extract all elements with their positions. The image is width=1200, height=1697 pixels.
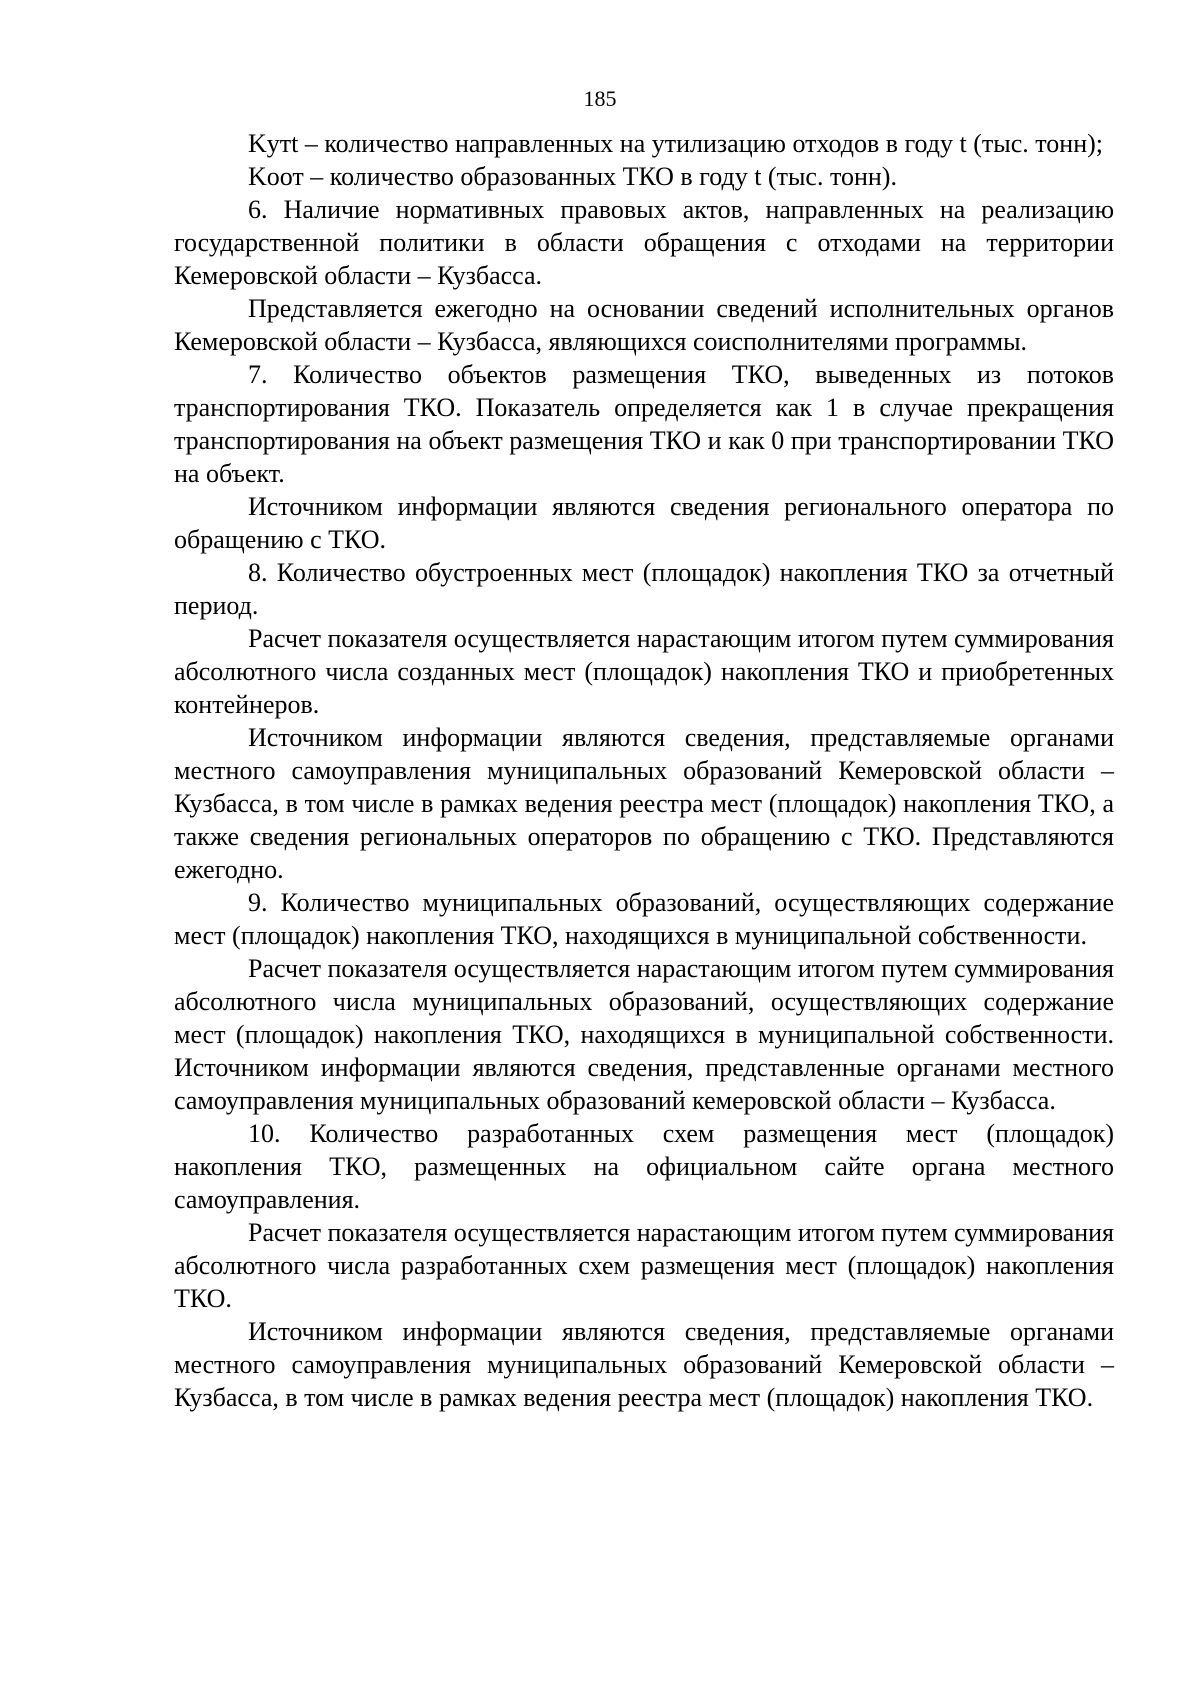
document-body <box>174 127 1114 1414</box>
paragraph: Расчет показателя осуществляется нарастающим итогом путем суммирования абсолютного числа разработанных схем размещения мест (площадок) накопления ТКО. <box>174 1218 1114 1313</box>
paragraph: Источником информации являются сведения, представляемые органами местного самоуправления муниципальных образований Кемеровской области – Кузбасса, в том числе в рамках ведения реестра мест (площадок) накопления ТКО, а также сведения региональных операторов по обращению с ТКО. Представляются ежегодно. <box>174 723 1114 884</box>
paragraph: Расчет показателя осуществляется нарастающим итогом путем суммирования абсолютного числа созданных мест (площадок) накопления ТКО и приобретенных контейнеров. <box>174 624 1114 719</box>
paragraph: Представляется ежегодно на основании сведений исполнительных органов Кемеровской области – Кузбасса, являющихся соисполнителями программы. <box>174 294 1114 356</box>
paragraph: 10. Количество разработанных схем размещения мест (площадок) накопления ТКО, размещенных на официальном сайте органа местного самоуправления. <box>174 1119 1114 1214</box>
paragraph: 9. Количество муниципальных образований, осуществляющих содержание мест (площадок) накопления ТКО, находящихся в муниципальной собственности. <box>174 888 1114 950</box>
paragraph: Kоот – количество образованных ТКО в году t (тыс. тонн). <box>248 162 897 191</box>
paragraph: Источником информации являются сведения, представляемые органами местного самоуправления муниципальных образований Кемеровской области – Кузбасса, в том числе в рамках ведения реестра мест (площадок) накопления ТКО. <box>174 1317 1114 1412</box>
paragraph: 8. Количество обустроенных мест (площадок) накопления ТКО за отчетный период. <box>174 558 1114 620</box>
paragraph: Kутt – количество направленных на утилизацию отходов в году t (тыс. тонн); <box>248 129 1104 158</box>
paragraph: 7. Количество объектов размещения ТКО, выведенных из потоков транспортирования ТКО. Показатель определяется как 1 в случае прекращения транспортирования на объект размещения ТКО и как 0 при транспортировании ТКО на объект. <box>174 360 1114 488</box>
paragraph: 6. Наличие нормативных правовых актов, направленных на реализацию государственной политики в области обращения с отходами на территории Кемеровской области – Кузбасса. <box>174 195 1114 290</box>
page-number: 185 <box>583 86 617 111</box>
paragraph: Расчет показателя осуществляется нарастающим итогом путем суммирования абсолютного числа муниципальных образований, осуществляющих содержание мест (площадок) накопления ТКО, находящихся в муниципальной собственности. Источником информации являются сведения, представленные органами местного самоуправления муниципальных образований кемеровской области – Кузбасса. <box>174 954 1114 1115</box>
paragraph: Источником информации являются сведения регионального оператора по обращению с ТКО. <box>174 492 1114 554</box>
